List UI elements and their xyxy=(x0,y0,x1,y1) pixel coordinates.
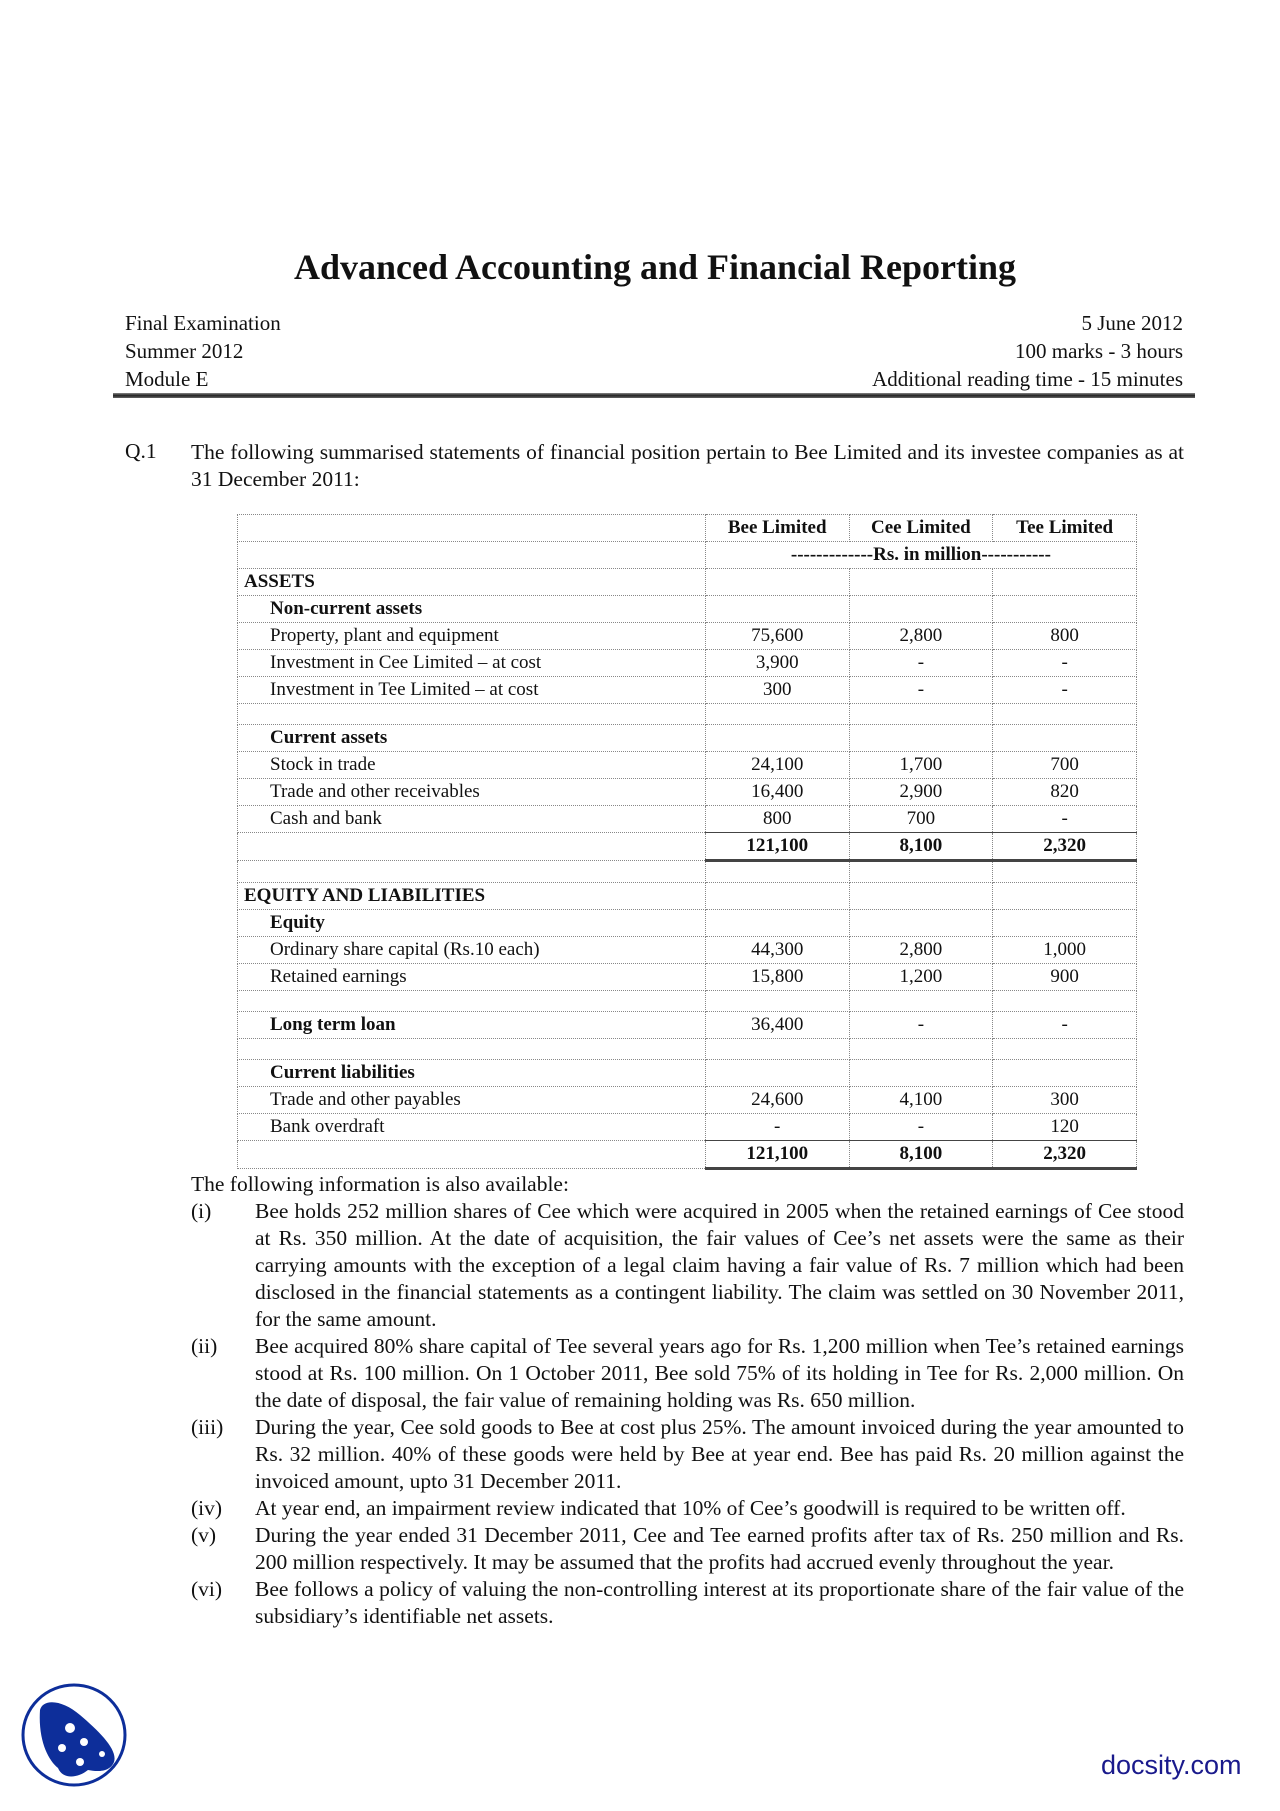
cell-bee xyxy=(705,910,849,937)
row-label: Cash and bank xyxy=(238,806,706,833)
row-label: EQUITY AND LIABILITIES xyxy=(238,883,706,910)
cell-tee xyxy=(993,883,1137,910)
row-label: Trade and other payables xyxy=(238,1087,706,1114)
table-row xyxy=(238,964,1137,991)
cell-cee: 4,100 xyxy=(849,1087,993,1114)
table-row xyxy=(238,910,1137,937)
financial-position-table xyxy=(237,514,1137,1170)
cell-bee xyxy=(705,861,849,883)
cell-bee: 121,100 xyxy=(705,1141,849,1169)
blank-row xyxy=(238,861,1137,883)
row-label xyxy=(238,1141,706,1169)
cell-tee: 820 xyxy=(993,779,1137,806)
item-text: At year end, an impairment review indicated that 10% of Cee’s goodwill is required to be written off. xyxy=(255,1496,1126,1520)
cell-cee xyxy=(849,725,993,752)
table-row xyxy=(238,752,1137,779)
cell-tee xyxy=(993,704,1137,725)
item-number: (v) xyxy=(191,1523,217,1547)
cell-cee xyxy=(849,1039,993,1060)
info-heading: The following information is also available: xyxy=(191,1172,569,1196)
blank-row xyxy=(238,1039,1137,1060)
row-label: Ordinary share capital (Rs.10 each) xyxy=(238,937,706,964)
cell-tee: 1,000 xyxy=(993,937,1137,964)
row-label: ASSETS xyxy=(238,569,706,596)
table-row xyxy=(238,1060,1137,1087)
cell-cee: - xyxy=(849,677,993,704)
column-header: Tee Limited xyxy=(993,515,1137,542)
header-divider xyxy=(113,393,1195,398)
item-text: Bee holds 252 million shares of Cee which were acquired in 2005 when the retained earnings of Cee stood at Rs. 350 million. At the date of acquisition, the fair values of Cee’s net assets were the same as their carrying amounts with the exception of a legal claim having a fair value of Rs. 7 million which had been disclosed in the financial statements as a contingent liability. The claim was settled on 30 November 2011, for the same amount. xyxy=(255,1199,1184,1331)
exam-type: Final Examination xyxy=(125,311,281,335)
table-row xyxy=(238,623,1137,650)
cell-bee: 36,400 xyxy=(705,1012,849,1039)
cell-cee xyxy=(849,991,993,1012)
row-label: Retained earnings xyxy=(238,964,706,991)
info-item xyxy=(191,1576,1184,1630)
item-number: (iv) xyxy=(191,1496,223,1520)
cell-cee xyxy=(849,704,993,725)
cell-bee: 800 xyxy=(705,806,849,833)
cell-tee xyxy=(993,991,1137,1012)
cell-cee xyxy=(849,883,993,910)
row-label: Investment in Cee Limited – at cost xyxy=(238,650,706,677)
info-item xyxy=(191,1522,1184,1576)
cell-cee xyxy=(849,1060,993,1087)
row-label: Investment in Tee Limited – at cost xyxy=(238,677,706,704)
cell-bee xyxy=(705,1039,849,1060)
docsity-brand-link[interactable]: docsity.com xyxy=(1101,1750,1242,1780)
cell-tee xyxy=(993,1039,1137,1060)
cell-bee xyxy=(705,704,849,725)
item-number: (i) xyxy=(191,1199,212,1223)
docsity-logo-icon xyxy=(18,1680,136,1790)
table-row xyxy=(238,1087,1137,1114)
row-label: Equity xyxy=(238,910,706,937)
total-row xyxy=(238,833,1137,861)
cell-tee: 800 xyxy=(993,623,1137,650)
cell-bee xyxy=(705,991,849,1012)
cell-cee: 2,900 xyxy=(849,779,993,806)
cell-bee xyxy=(705,725,849,752)
column-header: Cee Limited xyxy=(849,515,993,542)
cell-bee: 3,900 xyxy=(705,650,849,677)
unit-label: -------------Rs. in million----------- xyxy=(705,542,1136,569)
row-label: Trade and other receivables xyxy=(238,779,706,806)
row-label: Property, plant and equipment xyxy=(238,623,706,650)
additional-information xyxy=(191,1171,1184,1630)
cell-tee: - xyxy=(993,806,1137,833)
row-label: Current assets xyxy=(238,725,706,752)
table-row xyxy=(238,779,1137,806)
table-row xyxy=(238,937,1137,964)
table-header-row xyxy=(238,515,1137,542)
table-row xyxy=(238,596,1137,623)
info-item xyxy=(191,1414,1184,1495)
question-intro: The following summarised statements of financial position pertain to Bee Limited and its investee companies as at 31 December 2011: xyxy=(191,440,1184,491)
cell-tee xyxy=(993,861,1137,883)
cell-bee: 75,600 xyxy=(705,623,849,650)
cell-tee: - xyxy=(993,650,1137,677)
cell-tee xyxy=(993,725,1137,752)
cell-tee xyxy=(993,910,1137,937)
cell-tee: - xyxy=(993,677,1137,704)
cell-cee: 2,800 xyxy=(849,937,993,964)
cell-tee: - xyxy=(993,1012,1137,1039)
cell-bee: 24,100 xyxy=(705,752,849,779)
table-row xyxy=(238,677,1137,704)
row-label xyxy=(238,704,706,725)
table-row xyxy=(238,725,1137,752)
row-label xyxy=(238,861,706,883)
cell-tee xyxy=(993,1060,1137,1087)
cell-bee: 44,300 xyxy=(705,937,849,964)
item-number: (vi) xyxy=(191,1577,223,1601)
info-item xyxy=(191,1495,1184,1522)
exam-module: Module E xyxy=(125,367,209,391)
cell-tee xyxy=(993,596,1137,623)
cell-tee: 120 xyxy=(993,1114,1137,1141)
table-row xyxy=(238,806,1137,833)
cell-tee: 700 xyxy=(993,752,1137,779)
cell-cee: 2,800 xyxy=(849,623,993,650)
cell-cee xyxy=(849,861,993,883)
total-row xyxy=(238,1141,1137,1169)
cell-cee xyxy=(849,596,993,623)
cell-bee: 121,100 xyxy=(705,833,849,861)
cell-bee: 300 xyxy=(705,677,849,704)
cell-cee: 8,100 xyxy=(849,833,993,861)
item-text: Bee follows a policy of valuing the non-controlling interest at its proportionate share of the fair value of the subsidiary’s identifiable net assets. xyxy=(255,1577,1184,1628)
item-number: (ii) xyxy=(191,1334,218,1358)
table-row xyxy=(238,650,1137,677)
table-row xyxy=(238,1012,1137,1039)
cell-bee: 15,800 xyxy=(705,964,849,991)
document-title: Advanced Accounting and Financial Reporting xyxy=(293,247,1017,287)
info-item xyxy=(191,1198,1184,1333)
info-item xyxy=(191,1333,1184,1414)
cell-bee: 16,400 xyxy=(705,779,849,806)
cell-bee xyxy=(705,1060,849,1087)
blank-row xyxy=(238,991,1137,1012)
blank-row xyxy=(238,704,1137,725)
item-text: During the year, Cee sold goods to Bee at cost plus 25%. The amount invoiced during the year amounted to Rs. 32 million. 40% of these goods were held by Bee at year end. Bee has paid Rs. 20 million against the invoiced amount, upto 31 December 2011. xyxy=(255,1415,1184,1493)
cell-bee: 24,600 xyxy=(705,1087,849,1114)
cell-cee: - xyxy=(849,650,993,677)
cell-bee: - xyxy=(705,1114,849,1141)
question-number: Q.1 xyxy=(125,439,157,463)
table-row xyxy=(238,569,1137,596)
cell-bee xyxy=(705,569,849,596)
cell-cee: 700 xyxy=(849,806,993,833)
cell-cee: - xyxy=(849,1012,993,1039)
unit-row xyxy=(238,542,1137,569)
row-label: Bank overdraft xyxy=(238,1114,706,1141)
exam-session: Summer 2012 xyxy=(125,339,244,363)
row-label: Long term loan xyxy=(238,1012,706,1039)
cell-cee: 8,100 xyxy=(849,1141,993,1169)
cell-cee xyxy=(849,569,993,596)
row-label xyxy=(238,991,706,1012)
table-row xyxy=(238,883,1137,910)
cell-tee: 900 xyxy=(993,964,1137,991)
cell-bee xyxy=(705,596,849,623)
cell-cee: - xyxy=(849,1114,993,1141)
row-label xyxy=(238,1039,706,1060)
column-header: Bee Limited xyxy=(705,515,849,542)
table-row xyxy=(238,1114,1137,1141)
item-text: During the year ended 31 December 2011, Cee and Tee earned profits after tax of Rs. 250 million and Rs. 200 million respectively. It may be assumed that the profits had accrued evenly throughout the year. xyxy=(255,1523,1184,1574)
cell-tee xyxy=(993,569,1137,596)
cell-tee: 2,320 xyxy=(993,1141,1137,1169)
row-label: Current liabilities xyxy=(238,1060,706,1087)
cell-tee: 300 xyxy=(993,1087,1137,1114)
row-label xyxy=(238,833,706,861)
item-number: (iii) xyxy=(191,1415,224,1439)
exam-date: 5 June 2012 xyxy=(1081,311,1183,335)
row-label: Stock in trade xyxy=(238,752,706,779)
reading-time: Additional reading time - 15 minutes xyxy=(872,367,1183,391)
item-text: Bee acquired 80% share capital of Tee several years ago for Rs. 1,200 million when Tee’s retained earnings stood at Rs. 100 million. On 1 October 2011, Bee sold 75% of its holding in Tee for Rs. 2,000 million. On the date of disposal, the fair value of remaining holding was Rs. 650 million. xyxy=(255,1334,1184,1412)
cell-bee xyxy=(705,883,849,910)
cell-tee: 2,320 xyxy=(993,833,1137,861)
exam-marks: 100 marks - 3 hours xyxy=(1015,339,1183,363)
cell-cee: 1,700 xyxy=(849,752,993,779)
row-label: Non-current assets xyxy=(238,596,706,623)
cell-cee xyxy=(849,910,993,937)
cell-cee: 1,200 xyxy=(849,964,993,991)
